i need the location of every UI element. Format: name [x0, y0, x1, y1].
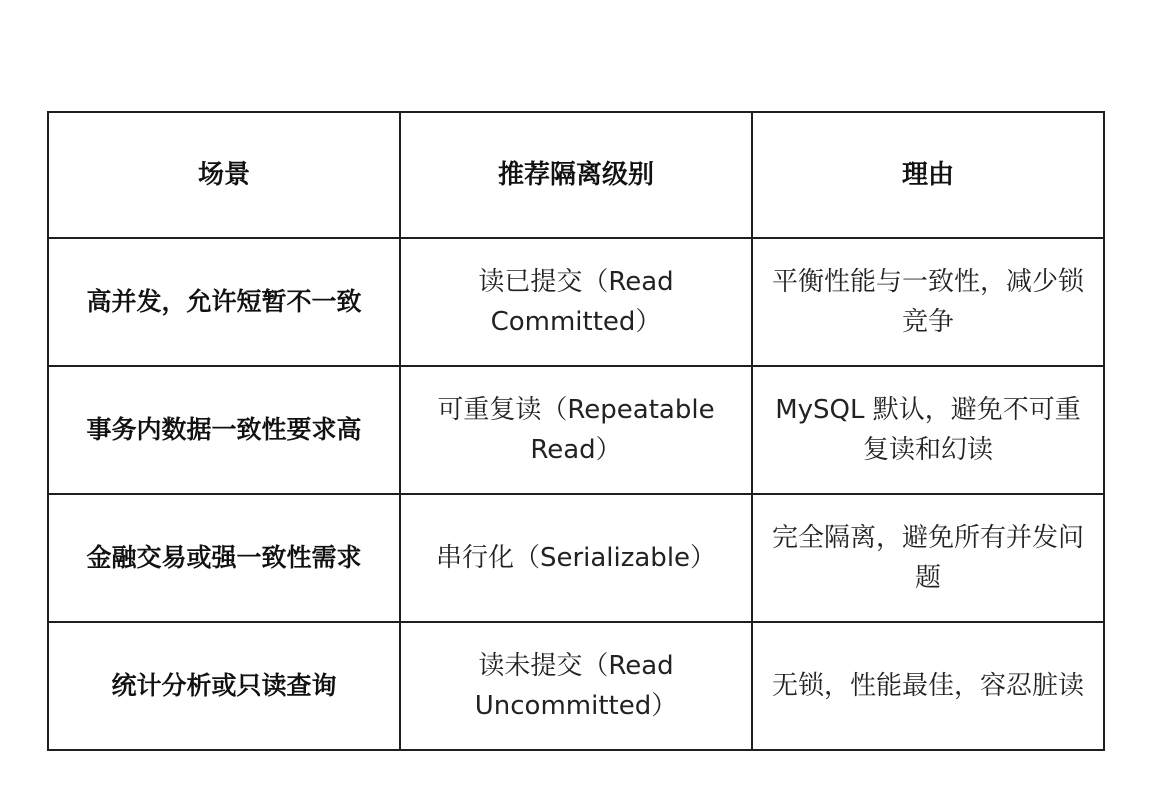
header-recommended-level: 推荐隔离级别 [400, 112, 752, 238]
header-row [48, 112, 1104, 238]
level-cell: 读已提交（Read Committed） [400, 238, 752, 366]
isolation-level-table [47, 111, 1105, 751]
level-cell: 串行化（Serializable） [400, 494, 752, 622]
header-scenario: 场景 [48, 112, 400, 238]
table-row [48, 622, 1104, 750]
scenario-cell: 事务内数据一致性要求高 [48, 366, 400, 494]
reason-cell: 完全隔离，避免所有并发问题 [752, 494, 1104, 622]
level-cell: 可重复读（Repeatable Read） [400, 366, 752, 494]
scenario-cell: 金融交易或强一致性需求 [48, 494, 400, 622]
reason-cell: 平衡性能与一致性，减少锁竞争 [752, 238, 1104, 366]
header-reason: 理由 [752, 112, 1104, 238]
table-header [48, 112, 1104, 238]
scenario-cell: 高并发，允许短暂不一致 [48, 238, 400, 366]
reason-cell: MySQL 默认，避免不可重复读和幻读 [752, 366, 1104, 494]
table-row [48, 366, 1104, 494]
level-cell: 读未提交（Read Uncommitted） [400, 622, 752, 750]
table-body [48, 238, 1104, 750]
table-row [48, 494, 1104, 622]
table-row [48, 238, 1104, 366]
scenario-cell: 统计分析或只读查询 [48, 622, 400, 750]
reason-cell: 无锁，性能最佳，容忍脏读 [752, 622, 1104, 750]
